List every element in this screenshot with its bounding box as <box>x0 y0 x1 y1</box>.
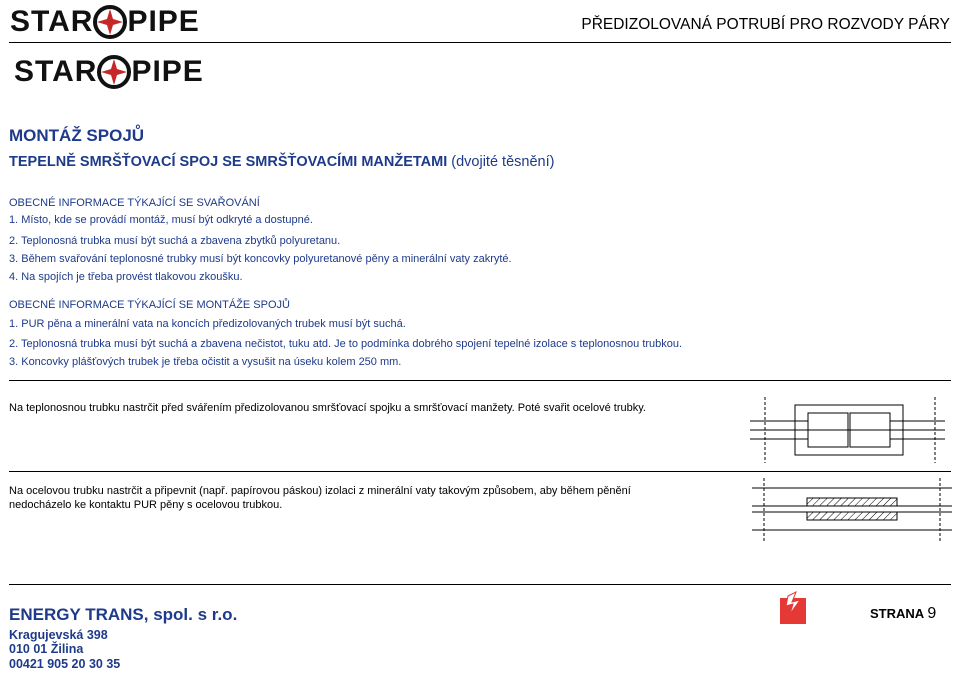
header-divider <box>9 42 951 43</box>
star-logo-icon <box>93 5 127 39</box>
step-text: Na ocelovou trubku nastrčit a připevnit (např. papírovou páskou) izolaci z minerální vaty takovým způsobem, aby během pěnění <box>9 485 631 497</box>
footer-phone: 00421 905 20 30 35 <box>9 657 121 671</box>
starpipe-logo-bottom <box>14 55 204 89</box>
subtitle-rest: (dvojité těsnění) <box>447 154 555 170</box>
section-heading-assembly: OBECNÉ INFORMACE TÝKAJÍCÍ SE MONTÁŽE SPOJŮ <box>9 299 290 311</box>
footer-divider <box>9 584 951 585</box>
logo-text-left: STAR <box>10 5 94 38</box>
list-item: 2. Teplonosná trubka musí být suchá a zbavena nečistot, tuku atd. Je to podmínka dobrého spojení tepelné izolace s teplonosnou trubkou. <box>9 338 683 350</box>
list-item: 3. Během svařování teplonosné trubky musí být koncovky polyuretanové pěny a minerální vaty zakryté. <box>9 253 512 265</box>
step-text: nedocházelo ke kontaktu PUR pěny s ocelovou trubkou. <box>9 499 283 511</box>
subtitle-bold: TEPELNĚ SMRŠŤOVACÍ SPOJ SE SMRŠŤOVACÍMI MANŽETAMI <box>9 154 448 170</box>
footer-city: 010 01 Žilina <box>9 642 84 656</box>
list-item: 1. PUR pěna a minerální vata na koncích předizolovaných trubek musí být suchá. <box>9 318 406 330</box>
page-subtitle <box>9 154 554 170</box>
header-title: PŘEDIZOLOVANÁ POTRUBÍ PRO ROZVODY PÁRY <box>581 16 950 33</box>
footer-street: Kragujevská 398 <box>9 628 108 642</box>
starpipe-logo-top <box>10 5 200 39</box>
page-number: 9 <box>927 605 937 622</box>
divider <box>9 471 951 472</box>
page-label: STRANA <box>870 606 924 621</box>
footer-company: ENERGY TRANS, spol. s r.o. <box>9 605 238 624</box>
step-text: Na teplonosnou trubku nastrčit před svářením předizolovanou smršťovací spojku a smršťovací manžety. Poté svařit ocelové trubky. <box>9 402 646 414</box>
logo-text-right: PIPE <box>127 5 200 38</box>
list-item: 4. Na spojích je třeba provést tlakovou zkoušku. <box>9 271 243 283</box>
energy-trans-logo-icon <box>778 590 812 626</box>
logo-text-right: PIPE <box>131 55 204 88</box>
section-heading-welding: OBECNÉ INFORMACE TÝKAJÍCÍ SE SVAŘOVÁNÍ <box>9 197 260 209</box>
list-item: 3. Koncovky plášťových trubek je třeba očistit a vysušit na úseku kolem 250 mm. <box>9 356 402 368</box>
star-logo-icon <box>97 55 131 89</box>
page-number-label <box>870 605 936 623</box>
list-item: 1. Místo, kde se provádí montáž, musí být odkryté a dostupné. <box>9 214 313 226</box>
pipe-joint-diagram-2 <box>752 474 952 544</box>
list-item: 2. Teplonosná trubka musí být suchá a zbavena zbytků polyuretanu. <box>9 235 341 247</box>
pipe-joint-diagram-1 <box>750 393 945 467</box>
page-title: MONTÁŽ SPOJŮ <box>9 126 145 145</box>
divider <box>9 380 951 381</box>
logo-text-left: STAR <box>14 55 98 88</box>
